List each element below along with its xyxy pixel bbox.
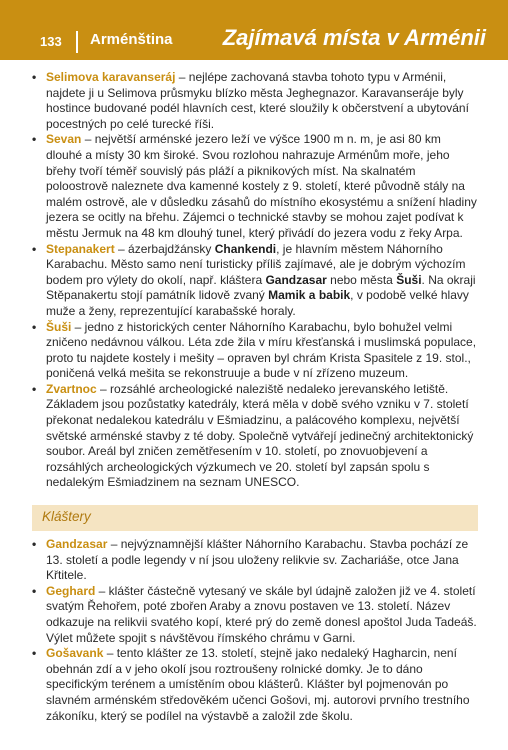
entry-term: Geghard [46,583,96,598]
list-item [32,646,478,724]
list-item [32,320,478,382]
emphasized-name: Chankendi [214,241,277,256]
entry-text: . Na okraji Stěpanakertu stojí památník lidově zvaný [46,272,476,303]
entry-text: – tento klášter ze 13. století, stejně jako nedaleký Hagharcin, není obehnán zdí a v jeho okolí jsou roztroušeny rolnické domky. Je to dáno specifickým terénem a umístěním obou klášterů. Klášter byl pojmenován po slavném arménském středověkém učenci Gošovi, mj. autorovi prvního trestního zákoníku, který se podílel na výstavbě a založil zde školu. [46,646,470,723]
bullet-icon: • [32,381,37,396]
entry-term: Sevan [46,132,82,147]
entry-text: – ázerbajdžánsky [114,241,215,256]
entry-text: – jedno z historických center Náhorního Karabachu, bylo bohužel velmi zničeno nedávnou válkou. Léta zde žila v míru křesťanská i muslimská populace, proto tu najdete kostely i mešity – opraven byl chrám Krista Spasitele z 19. stol., poničená velká mešita se rekonstruuje a bude v ní zřízeno muzeum. [46,319,477,381]
list-item [32,242,478,320]
section-name: Arménština [90,31,173,48]
page-number: 133 [40,34,62,49]
subheading-monasteries [32,505,478,531]
entry-text: – rozsáhlé archeologické naleziště nedaleko jerevanského letiště. Základem jsou pozůstatky katedrály, která měla v době svého vzniku v 7. století překonat nedalekou katedrálu v Ešmiadzinu, a palácového komplexu, největší světské arménské stavby z té doby. Společně vytvářejí jedinečný architektonický soubor. Areál byl zničen zemětřesením v 10. století, po znovuobjevení a rozsáhlých archeologických výzkumech ve 20. století byl zapsán spolu s nedalekým Ešmiadzinem na seznam UNESCO. [46,381,474,490]
bullet-icon: • [32,319,37,334]
entry-term: Selimova karavanseráj [46,70,176,84]
bullet-icon: • [32,70,37,84]
entry-term: Šuši [46,319,72,334]
emphasized-name: Mamik a babik [268,288,351,303]
bullet-icon: • [32,537,37,552]
entry-text: – nejlépe zachovaná stavba tohoto typu v Arménii, najdete ji u Selimova průsmyku blízko města Jeghegnazor. Karavanseráje byly hostince budované podél hlavních cest, které sloužily k občerstvení a ubytování pocestných po celé turecké říši. [46,70,469,131]
entry-text: – nejvýznamnější klášter Náhorního Karabachu. Stavba pochází ze 13. století a podle legendy v ní jsou uloženy relikvie sv. Zachariáše, otce Jana Křtitele. [46,537,469,583]
emphasized-name: Gandzasar [265,272,327,287]
subheading-label: Kláštery [42,509,91,525]
entry-term: Stepanakert [46,241,115,256]
bullet-icon: • [32,646,37,661]
entry-text: – největší arménské jezero leží ve výšce 1900 m n. m, je asi 80 km dlouhé a místy 30 km široké. Svou rozlohou nahrazuje Arménům moře, jeho břehy tvoří téměř souvislý pás pláží a piknikových míst. Na skalnatém poloostrově naleznete dva kamenné kostely z 9. století, které původně stály na malém ostrově, ale v důsledku zásahů do místního ekosystému a snížení hladiny jezera se ocitly na břehu. Zájemci o technické stavby se mohou zajet podívat k městu Jermuk na 48 km dlouhý tunel, který přivádí do jezera vodu z řeky Arpa. [46,132,477,240]
entry-text: , je hlavním městem Náhorního Karabachu. Město samo není turisticky příliš zajímavé, ale je dobrým výchozím bodem pro výlety do okolí, např. kláštera [46,241,466,287]
chapter-title: Zajímavá místa v Arménii [222,25,486,50]
list-item [32,132,478,241]
monasteries-list [32,537,478,724]
bullet-icon: • [32,241,37,256]
entry-term: Gošavank [46,646,104,661]
entry-text: nebo města [326,272,397,287]
bullet-icon: • [32,583,37,598]
list-item [32,382,478,491]
bullet-icon: • [32,132,37,147]
page-content [32,70,478,724]
list-item [32,537,478,584]
list-item [32,584,478,646]
entry-term: Gandzasar [46,537,108,552]
entry-text: , v podobě velké hlavy muže a ženy, reprezentující karabašské horaly. [46,288,469,318]
list-item [32,70,478,132]
entry-term: Zvartnoc [46,381,97,396]
header-divider [76,31,78,53]
places-list [32,70,478,491]
emphasized-name: Šuši [396,272,422,287]
page-header [0,0,508,60]
entry-text: – klášter částečně vytesaný ve skále byl údajně založen již ve 4. století svatým Řehořem, poté zbořen Araby a znovu postaven ve 13. století. Název odkazuje na relikvii svatého kopí, které prý do země donesl apoštol Juda Tadeáš. Výlet můžete spojit s návštěvou římského chrámu v Garni. [46,583,477,645]
